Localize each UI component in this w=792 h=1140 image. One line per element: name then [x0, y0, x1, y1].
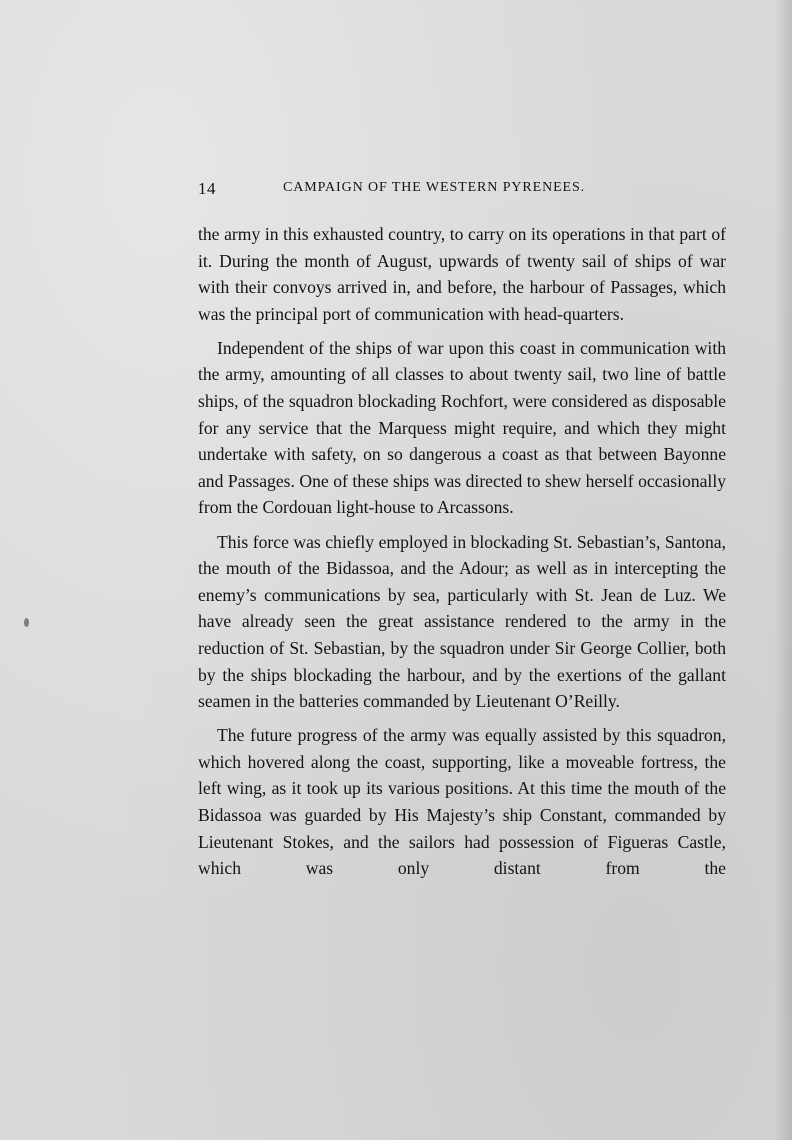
paragraph-1: the army in this exhausted country, to carry on its operations in that part of it. During the month of August, upwards of twenty sail of ships of war with their convoys arrived in, and before, the harbour of Passages, which was the principal port of communication with head-quarters.: [198, 224, 726, 324]
body-text: [198, 221, 726, 889]
page-edge-shadow: [774, 0, 792, 1140]
paragraph-3: This force was chiefly employed in blockading St. Sebastian’s, Santona, the mouth of the Bidassoa, and the Adour; as well as in intercepting the enemy’s communications by sea, particularly with St. Jean de Luz. We have already seen the great assistance rendered to the army in the reduction of St. Sebastian, by the squadron under Sir George Collier, both by the ships blockading the harbour, and by the exertions of the gallant seamen in the batteries commanded by Lieutenant O’Reilly.: [198, 531, 726, 712]
paragraph-2: Independent of the ships of war upon this coast in communication with the army, amounting of all classes to about twenty sail, two line of battle ships, of the squadron blockading Rochfort, were considered as disposable for any service that the Marquess might require, and which they might undertake with safety, on so dangerous a coast as that between Bayonne and Passages. One of these ships was directed to shew herself occasionally from the Cordouan light-house to Arcassons.: [198, 337, 726, 518]
paragraph-4: The future progress of the army was equally assisted by this squadron, which hovered along the coast, supporting, like a moveable fortress, the left wing, as it took up its various positions. At this time the mouth of the Bidassoa was guarded by His Majesty’s ship Constant, commanded by Lieutenant Stokes, and the sailors had possession of Figueras Castle, which was only distant from the: [198, 725, 726, 879]
ink-speck: [24, 618, 29, 627]
running-title: CAMPAIGN OF THE WESTERN PYRENEES.: [283, 180, 586, 195]
page-number: 14: [198, 179, 216, 198]
running-head: [198, 179, 726, 201]
